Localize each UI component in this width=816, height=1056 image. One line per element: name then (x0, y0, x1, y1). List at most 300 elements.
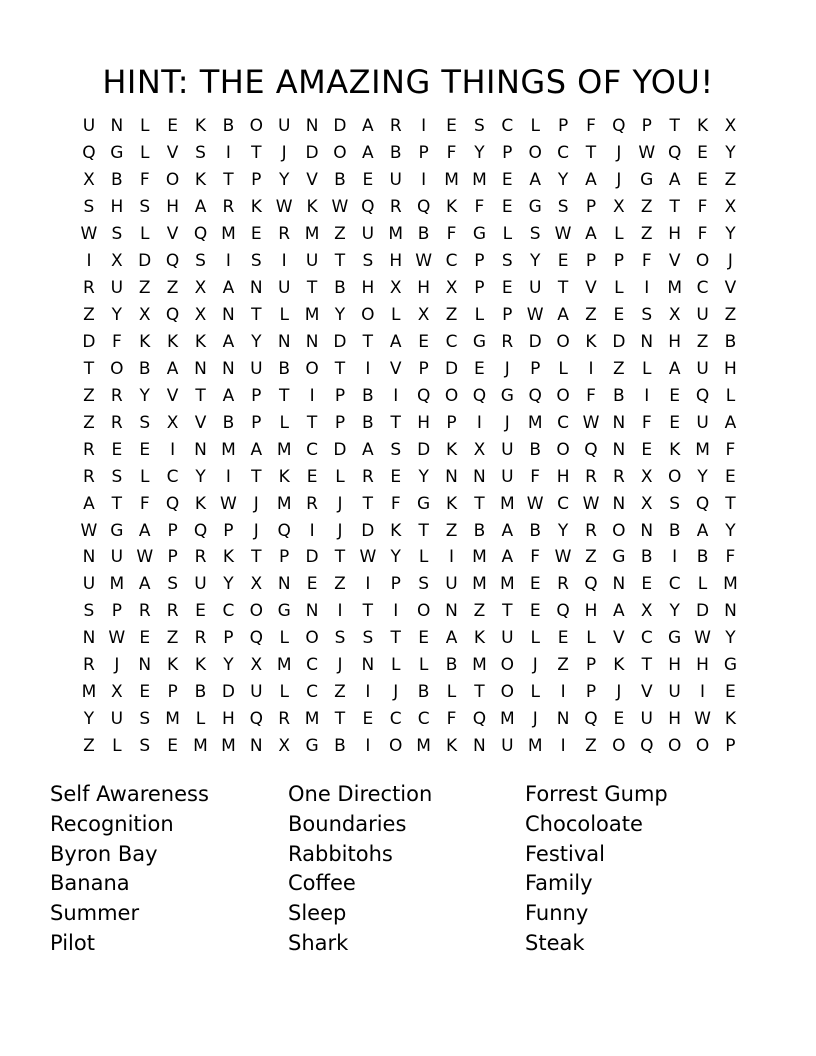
grid-letter: E (418, 628, 429, 649)
grid-letter: H (417, 412, 431, 433)
grid-letter: Y (251, 331, 262, 352)
grid-letter: X (166, 412, 179, 433)
grid-letter: Y (223, 574, 234, 595)
grid-letter: S (250, 251, 262, 272)
grid-letter: Q (695, 493, 710, 514)
grid-letter: N (222, 358, 235, 379)
grid-letter: E (529, 601, 541, 622)
grid-letter: O (612, 736, 626, 757)
grid-letter: Z (445, 520, 458, 541)
grid-letter: K (445, 439, 458, 460)
word-list-item: Festival (525, 841, 605, 866)
grid-letter: R (278, 709, 291, 730)
grid-letter: N (612, 439, 626, 460)
grid-letter: W (331, 197, 349, 218)
grid-letter: Z (138, 278, 151, 299)
grid-letter: N (82, 547, 96, 568)
grid-letter: Q (472, 709, 487, 730)
grid-letter: V (166, 224, 179, 245)
grid-letter: P (251, 385, 262, 406)
grid-letter: Q (528, 385, 542, 406)
grid-letter: K (194, 116, 207, 137)
grid-letter: P (641, 116, 652, 137)
grid-letter: R (194, 547, 207, 568)
grid-letter: W (136, 547, 154, 568)
grid-letter: N (82, 628, 96, 649)
grid-letter: W (275, 197, 293, 218)
grid-letter: K (278, 466, 290, 487)
grid-letter: P (585, 682, 597, 703)
grid-letter: A (194, 197, 207, 218)
word-list-column (288, 780, 432, 959)
grid-letter: A (362, 143, 374, 164)
grid-letter: B (696, 547, 709, 568)
grid-letter: P (418, 143, 429, 164)
grid-letter: Z (696, 331, 709, 352)
grid-letter: B (334, 170, 346, 191)
grid-letter: E (501, 278, 513, 299)
grid-letter: P (111, 601, 122, 622)
word-list-item: Byron Bay (50, 841, 158, 866)
grid-letter: R (278, 224, 291, 245)
grid-letter: U (696, 412, 709, 433)
grid-letter: D (221, 682, 235, 703)
grid-letter: A (724, 412, 737, 433)
word-list-item: Self Awareness (50, 782, 209, 806)
grid-letter: Q (249, 628, 263, 649)
grid-letter: I (225, 143, 231, 164)
grid-letter: E (418, 331, 429, 352)
grid-letter: J (253, 493, 259, 514)
grid-letter: N (277, 331, 291, 352)
grid-letter: L (586, 628, 596, 649)
grid-letter: C (306, 655, 318, 676)
grid-letter: B (334, 736, 346, 757)
grid-letter: O (612, 520, 626, 541)
grid-letter: E (641, 574, 653, 595)
grid-letter: V (585, 278, 597, 299)
grid-letter: Q (361, 197, 375, 218)
grid-letter: T (251, 305, 262, 326)
grid-letter: N (110, 116, 124, 137)
grid-letter: U (528, 278, 542, 299)
grid-letter: V (306, 170, 318, 191)
grid-letter: O (249, 601, 263, 622)
grid-letter: J (281, 143, 287, 164)
grid-letter: I (449, 547, 455, 568)
grid-letter: M (527, 412, 543, 433)
grid-letter: D (444, 358, 459, 379)
page-title: HINT: THE AMAZING THINGS OF YOU! (102, 63, 714, 102)
grid-letter: R (83, 278, 95, 299)
grid-letter: T (362, 601, 374, 622)
grid-letter: Y (195, 466, 206, 487)
grid-letter: G (472, 331, 486, 352)
grid-letter: B (417, 224, 430, 245)
grid-letter: J (337, 655, 343, 676)
grid-letter: Y (725, 143, 736, 164)
grid-letter: N (194, 439, 207, 460)
grid-letter: Z (83, 385, 95, 406)
grid-letter: L (502, 224, 513, 245)
grid-letter: A (362, 116, 374, 137)
grid-letter: X (138, 305, 151, 326)
grid-letter: A (222, 331, 235, 352)
grid-letter: W (359, 547, 377, 568)
grid-letter: G (668, 628, 682, 649)
grid-letter: W (526, 493, 544, 514)
grid-letter: T (334, 709, 346, 730)
grid-letter: R (166, 601, 179, 622)
grid-letter: X (473, 439, 486, 460)
grid-letter: O (416, 601, 431, 622)
grid-letter: F (586, 116, 596, 137)
grid-letter: V (389, 358, 402, 379)
grid-letter: C (306, 439, 318, 460)
grid-letter: Q (193, 224, 208, 245)
grid-letter: E (697, 143, 708, 164)
grid-letter: O (305, 358, 319, 379)
grid-letter: Y (557, 520, 569, 541)
grid-letter: L (614, 224, 624, 245)
grid-letter: E (139, 439, 151, 460)
grid-letter: R (138, 601, 151, 622)
grid-letter: Z (334, 682, 346, 703)
grid-letter: F (474, 197, 485, 218)
grid-letter: M (472, 574, 487, 595)
grid-letter: E (306, 466, 318, 487)
word-list-item: Coffee (288, 871, 356, 896)
grid-letter: G (110, 143, 124, 164)
grid-letter: I (309, 385, 315, 406)
grid-letter: Q (416, 197, 431, 218)
grid-letter: H (696, 655, 709, 676)
grid-letter: U (110, 547, 124, 568)
grid-letter: L (279, 305, 289, 326)
grid-letter: Q (612, 116, 626, 137)
grid-letter: A (668, 170, 681, 191)
grid-letter: T (474, 493, 485, 514)
grid-letter: L (139, 116, 150, 137)
grid-letter: E (167, 736, 178, 757)
grid-letter: P (418, 358, 429, 379)
grid-letter: S (111, 224, 123, 245)
grid-letter: W (108, 628, 126, 649)
grid-letter: N (724, 601, 737, 622)
grid-letter: S (362, 251, 374, 272)
grid-letter: O (249, 116, 263, 137)
grid-letter: X (111, 682, 123, 703)
grid-letter: S (557, 197, 569, 218)
grid-letter: R (83, 655, 95, 676)
word-list-item: Chocoloate (525, 811, 643, 836)
grid-letter: L (279, 682, 289, 703)
grid-letter: B (613, 385, 625, 406)
grid-letter: M (109, 574, 125, 595)
grid-letter: I (281, 251, 287, 272)
grid-letter: A (389, 331, 402, 352)
grid-letter: Q (472, 385, 487, 406)
grid-letter: G (472, 224, 486, 245)
grid-letter: Y (725, 224, 736, 245)
grid-letter: L (112, 736, 122, 757)
grid-letter: X (111, 251, 123, 272)
grid-letter: D (305, 547, 319, 568)
grid-letter: Z (334, 574, 346, 595)
grid-letter: P (334, 412, 346, 433)
grid-letter: U (696, 358, 709, 379)
word-list-item: Banana (50, 871, 130, 896)
grid-letter: O (695, 736, 710, 757)
word-list-item: One Direction (288, 782, 433, 806)
grid-letter: E (474, 358, 485, 379)
grid-letter: E (557, 251, 569, 272)
grid-letter: A (529, 170, 542, 191)
grid-letter: N (473, 466, 486, 487)
grid-letter: N (640, 331, 654, 352)
grid-letter: V (166, 143, 179, 164)
grid-letter: N (277, 574, 291, 595)
grid-letter: A (585, 170, 597, 191)
grid-letter: A (557, 305, 569, 326)
grid-letter: C (445, 251, 458, 272)
grid-letter: I (421, 170, 427, 191)
grid-letter: K (222, 547, 234, 568)
grid-letter: P (585, 655, 597, 676)
grid-letter: K (167, 655, 179, 676)
grid-letter: P (446, 412, 457, 433)
grid-letter: E (613, 709, 625, 730)
grid-letter: D (138, 251, 152, 272)
grid-letter: F (697, 224, 708, 245)
grid-letter: E (669, 412, 681, 433)
grid-letter: T (83, 358, 95, 379)
grid-letter: T (725, 493, 736, 514)
grid-letter: U (250, 682, 263, 703)
grid-letter: A (138, 520, 151, 541)
grid-letter: K (696, 116, 709, 137)
grid-letter: P (251, 170, 262, 191)
grid-letter: T (669, 116, 680, 137)
word-list-item: Recognition (50, 811, 174, 836)
grid-letter: K (194, 655, 207, 676)
grid-letter: X (389, 278, 402, 299)
grid-letter: A (696, 520, 709, 541)
grid-letter: T (223, 170, 234, 191)
grid-letter: J (337, 493, 343, 514)
grid-letter: M (276, 493, 292, 514)
grid-letter: Y (334, 305, 346, 326)
grid-letter: T (334, 251, 346, 272)
grid-letter: Z (585, 736, 597, 757)
grid-letter: S (501, 251, 513, 272)
grid-letter: L (335, 466, 345, 487)
grid-letter: M (667, 278, 682, 299)
grid-letter: T (251, 547, 262, 568)
grid-letter: G (305, 736, 319, 757)
grid-letter: P (585, 251, 597, 272)
grid-letter: J (727, 251, 733, 272)
grid-letter: E (557, 628, 569, 649)
grid-letter: E (306, 574, 318, 595)
grid-letter: L (558, 358, 568, 379)
grid-letter: M (527, 736, 543, 757)
grid-letter: J (532, 709, 538, 730)
grid-letter: G (528, 197, 542, 218)
grid-letter: F (390, 493, 401, 514)
grid-letter: T (306, 412, 318, 433)
grid-letter: T (195, 385, 206, 406)
grid-letter: T (390, 628, 401, 649)
grid-letter: Z (640, 197, 653, 218)
grid-letter: P (334, 385, 346, 406)
grid-letter: B (278, 358, 291, 379)
grid-letter: M (221, 224, 236, 245)
grid-letter: O (165, 170, 180, 191)
grid-letter: W (80, 520, 98, 541)
grid-letter: F (586, 385, 596, 406)
grid-letter: A (668, 358, 681, 379)
grid-letter: M (723, 574, 738, 595)
grid-letter: X (194, 278, 207, 299)
grid-letter: T (502, 601, 513, 622)
grid-letter: R (389, 197, 402, 218)
grid-letter: B (445, 655, 458, 676)
grid-letter: E (250, 224, 262, 245)
grid-letter: A (445, 628, 458, 649)
grid-letter: T (362, 331, 374, 352)
grid-letter: D (417, 439, 431, 460)
grid-letter: K (613, 655, 625, 676)
grid-letter: M (304, 709, 320, 730)
grid-letter: Y (557, 170, 569, 191)
grid-letter: O (556, 385, 570, 406)
grid-letter: A (501, 547, 514, 568)
grid-letter: A (613, 601, 625, 622)
grid-letter: E (529, 574, 541, 595)
grid-letter: S (195, 251, 206, 272)
grid-letter: V (668, 251, 681, 272)
grid-letter: U (361, 224, 375, 245)
grid-letter: J (616, 143, 622, 164)
grid-letter: K (585, 331, 597, 352)
grid-letter: S (83, 601, 95, 622)
grid-letter: I (700, 682, 706, 703)
grid-letter: Z (473, 601, 486, 622)
grid-letter: C (166, 466, 179, 487)
word-list-item: Boundaries (288, 811, 407, 836)
grid-letter: P (474, 278, 485, 299)
grid-letter: T (669, 197, 680, 218)
grid-letter: K (250, 197, 262, 218)
grid-letter: W (526, 305, 544, 326)
grid-letter: J (504, 358, 510, 379)
grid-letter: M (221, 439, 236, 460)
grid-letter: X (668, 305, 681, 326)
grid-letter: T (334, 358, 346, 379)
grid-letter: B (138, 358, 151, 379)
grid-letter: M (388, 224, 404, 245)
grid-letter: J (616, 170, 622, 191)
grid-letter: U (277, 116, 291, 137)
grid-letter: E (669, 385, 681, 406)
grid-letter: L (279, 628, 289, 649)
grid-letter: U (501, 466, 514, 487)
grid-letter: P (474, 251, 485, 272)
grid-letter: C (557, 412, 570, 433)
grid-letter: F (139, 170, 150, 191)
grid-letter: Q (584, 709, 598, 730)
grid-letter: M (416, 736, 431, 757)
grid-letter: M (695, 439, 710, 460)
grid-letter: Y (223, 655, 234, 676)
grid-letter: L (446, 682, 457, 703)
grid-letter: Z (557, 655, 569, 676)
grid-letter: H (668, 655, 682, 676)
grid-letter: X (83, 170, 95, 191)
grid-letter: Z (166, 628, 179, 649)
grid-letter: Z (334, 224, 346, 245)
grid-letter: F (725, 439, 736, 460)
grid-letter: F (697, 197, 708, 218)
grid-letter: B (111, 170, 123, 191)
word-list-column (50, 780, 209, 959)
grid-letter: I (365, 682, 371, 703)
grid-letter: V (194, 412, 207, 433)
grid-letter: V (166, 385, 179, 406)
grid-letter: S (139, 709, 151, 730)
grid-letter: K (669, 439, 681, 460)
grid-letter: Z (640, 224, 653, 245)
grid-letter: O (389, 736, 403, 757)
grid-letter: B (334, 278, 346, 299)
grid-letter: K (445, 736, 458, 757)
grid-letter: M (444, 170, 459, 191)
grid-letter: P (279, 547, 290, 568)
grid-letter: M (81, 682, 97, 703)
grid-letter: U (305, 251, 319, 272)
grid-letter: B (640, 547, 653, 568)
grid-letter: A (222, 278, 235, 299)
grid-letter: J (114, 655, 120, 676)
grid-letter: K (167, 331, 179, 352)
grid-letter: G (500, 385, 514, 406)
grid-letter: I (393, 385, 399, 406)
grid-letter: P (223, 520, 234, 541)
grid-letter: G (612, 547, 626, 568)
grid-letter: E (501, 170, 513, 191)
word-list-item: Pilot (50, 930, 95, 955)
grid-letter: C (640, 628, 653, 649)
grid-letter: L (530, 116, 540, 137)
grid-letter: P (530, 358, 541, 379)
grid-letter: P (502, 143, 513, 164)
grid-letter: O (667, 466, 682, 487)
grid-letter: B (417, 682, 430, 703)
grid-letter: J (337, 520, 343, 541)
grid-letter: E (111, 439, 123, 460)
grid-letter: T (251, 466, 262, 487)
grid-letter: B (389, 143, 402, 164)
grid-letter: R (110, 385, 123, 406)
grid-letter: X (250, 574, 263, 595)
grid-letter: H (389, 251, 403, 272)
grid-letter: T (641, 655, 652, 676)
grid-letter: S (167, 574, 179, 595)
grid-letter: R (306, 493, 318, 514)
grid-letter: Q (193, 520, 208, 541)
grid-letter: Y (474, 143, 485, 164)
